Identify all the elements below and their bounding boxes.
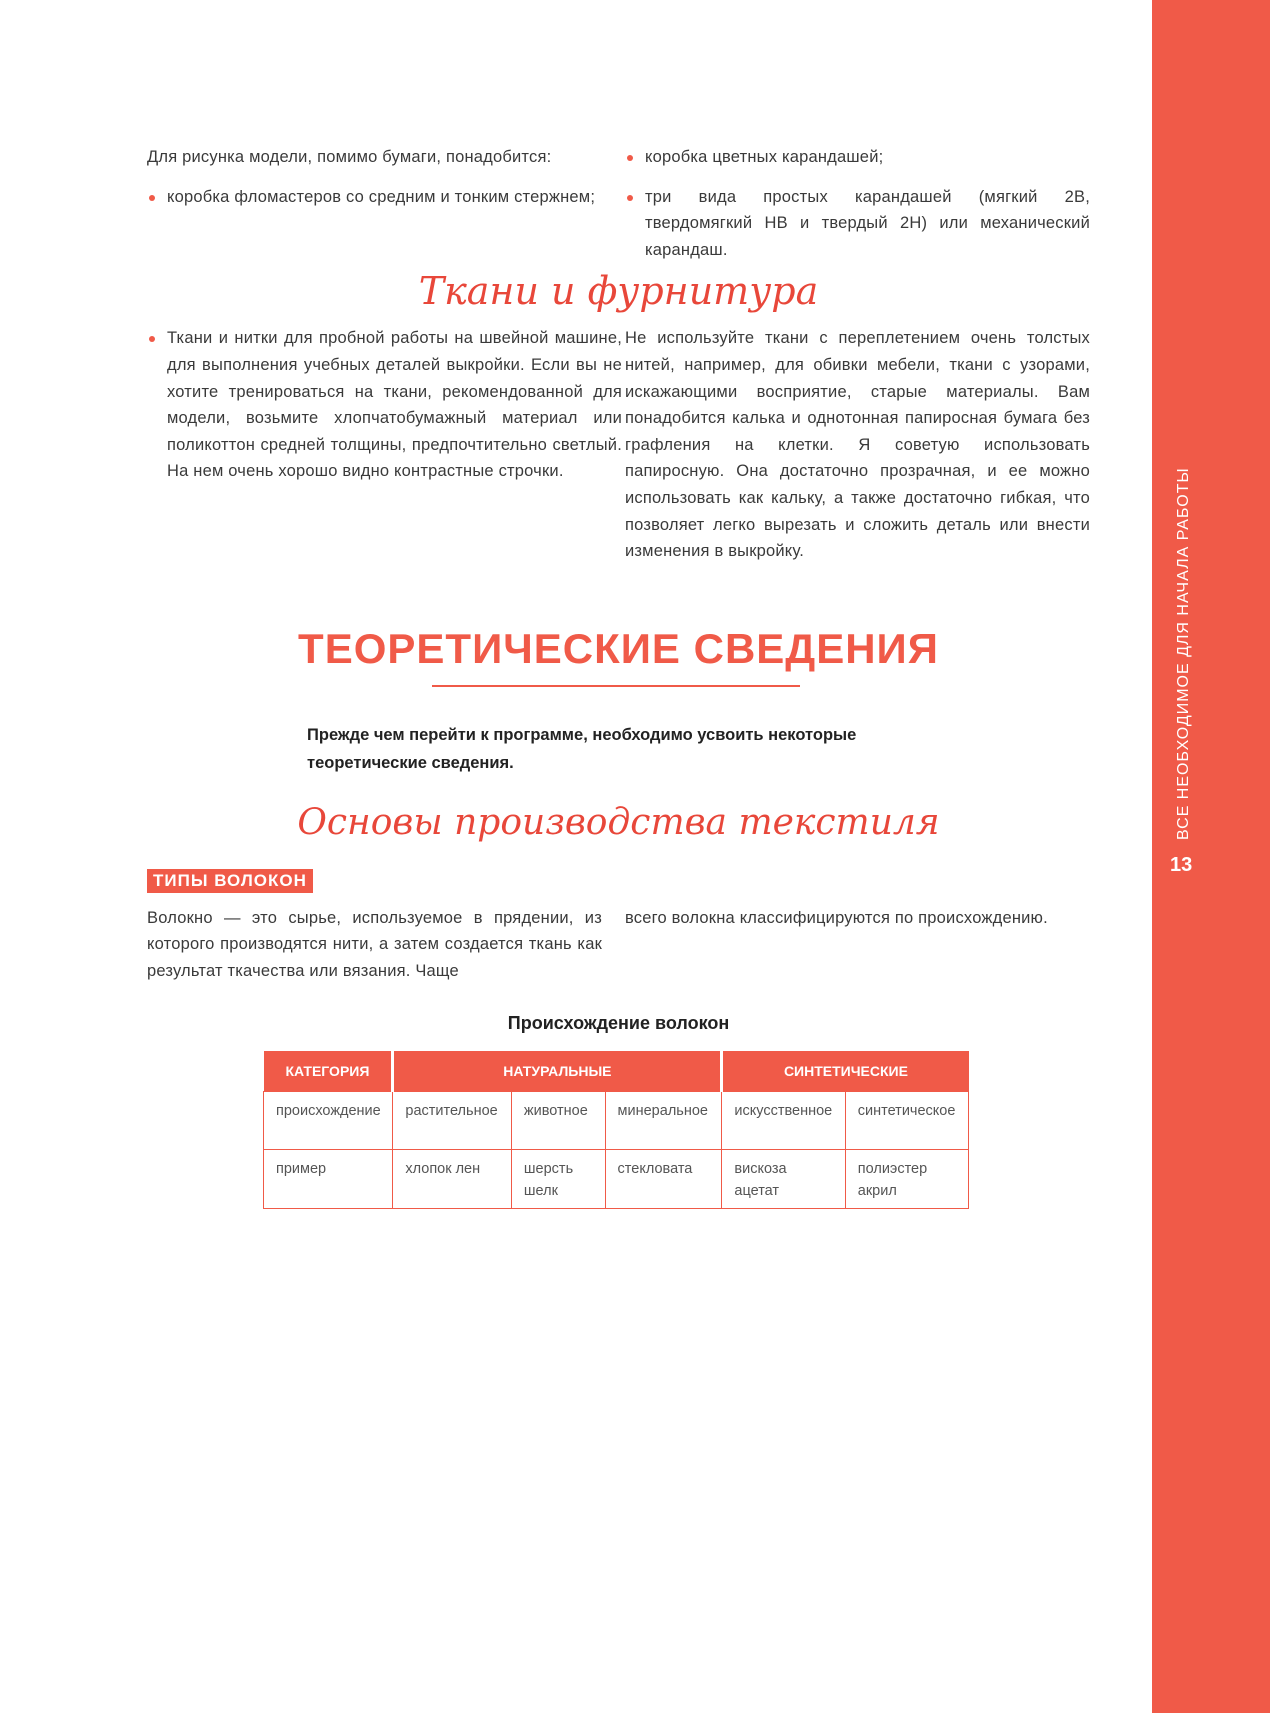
list-item: три вида простых карандашей (мягкий 2B, твердомягкий HB и твердый 2H) или механический карандаш. (625, 184, 1090, 264)
fibers-label: ТИПЫ ВОЛОКОН (147, 869, 313, 893)
heading-underline (432, 685, 800, 687)
intro-section (147, 144, 1090, 263)
chapter-title: ВСЕ НЕОБХОДИМОЕ ДЛЯ НАЧАЛА РАБОТЫ (1175, 467, 1192, 840)
table-cell: хлопок лен (393, 1149, 512, 1208)
fabrics-right-text: Не используйте ткани с переплетением очень толстых нитей, например, для обивки мебели, ткани с узорами, искажающими восприятие, старые материалы. Вам понадобится калька и однотонная папиросная бумага без графления на клетки. Я советую использовать папиросную. Она достаточно прозрачная, и ее можно использовать как кальку, а также достаточно гибкая, что позволяет легко вырезать и сложить деталь или внести изменения в выкройку. (625, 329, 1090, 561)
section-heading-textile: Основы производства текстиля (297, 801, 940, 843)
theory-heading: ТЕОРЕТИЧЕСКИЕ СВЕДЕНИЯ (298, 624, 939, 672)
table-cell: искусственное (722, 1091, 845, 1149)
list-item: коробка фломастеров со средним и тонким стержнем; (147, 184, 602, 211)
table-header-row (264, 1051, 969, 1092)
table-cell: растительное (393, 1091, 512, 1149)
table-row (264, 1149, 969, 1208)
table-cell: шерсть шелк (511, 1149, 605, 1208)
list-item: коробка цветных карандашей; (625, 144, 1090, 171)
section-heading-fabrics: Ткани и фурнитура (418, 269, 819, 314)
page-number: 13 (1170, 854, 1193, 876)
fibers-section (147, 905, 1090, 985)
table-cell: синтетическое (845, 1091, 968, 1149)
table-cell: минеральное (605, 1091, 722, 1149)
table-cell: полиэстер акрил (845, 1149, 968, 1208)
page-content (147, 144, 1090, 1209)
intro-right-column (625, 144, 1090, 263)
theory-intro: Прежде чем перейти к программе, необходимо усвоить некоторые теоретические сведения. (307, 725, 857, 772)
fabrics-left-text: Ткани и нитки для пробной работы на швейной машине, для выполнения учебных деталей выкройки. Если вы не хотите тренироваться на ткани, рекомендованной для модели, возьмите хлопчатобумажный материал или поликоттон средней толщины, предпочтительно светлый. На нем очень хорошо видно контрастные строчки. (147, 325, 622, 485)
fibers-right-text: всего волокна классифицируются по происхождению. (625, 908, 1048, 927)
intro-lead: Для рисунка модели, помимо бумаги, понадобится: (147, 148, 552, 166)
header-natural: НАТУРАЛЬНЫЕ (393, 1051, 722, 1092)
fabrics-section (147, 325, 1090, 564)
header-synthetic: СИНТЕТИЧЕСКИЕ (722, 1051, 969, 1092)
table-row (264, 1091, 969, 1149)
table-cell: животное (511, 1091, 605, 1149)
table-title: Происхождение волокон (507, 1012, 730, 1033)
table-cell: стекловата (605, 1149, 722, 1208)
header-category: КАТЕГОРИЯ (264, 1051, 393, 1092)
fiber-origin-table (263, 1051, 969, 1209)
intro-left-column (147, 144, 602, 210)
table-cell: пример (264, 1149, 393, 1208)
table-cell: вискоза ацетат (722, 1149, 845, 1208)
table-cell: происхождение (264, 1091, 393, 1149)
fibers-left-text: Волокно — это сырье, используемое в прядении, из которого производятся нити, а затем создается ткань как результат ткачества или вязания. Чаще (147, 908, 602, 980)
